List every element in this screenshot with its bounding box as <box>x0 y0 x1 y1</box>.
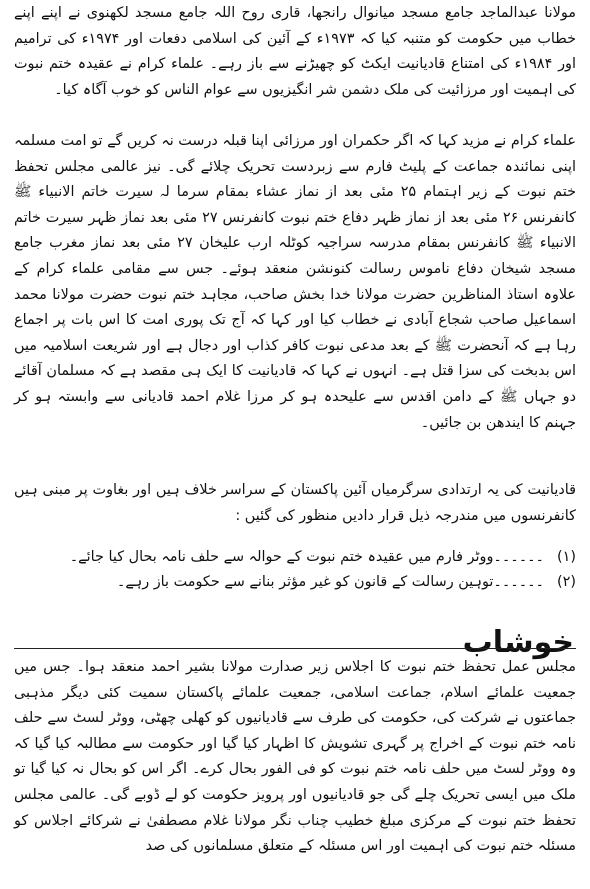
section-heading-khushab: خوشاب <box>462 625 574 660</box>
resolution-item <box>14 570 576 595</box>
section-divider <box>14 648 576 649</box>
resolution-number: (۱) <box>557 549 576 565</box>
paragraph-resolutions-intro: قادیانیت کی یہ ارتدادی سرگرمیاں آئین پاکستان کے سراسر خلاف ہیں اور بغاوت پر مبنی ہیں کانفرنسوں میں مندرجہ ذیل قرار دادیں منظور کی گئیں : <box>14 482 576 524</box>
resolutions-list <box>14 545 576 595</box>
resolution-item <box>14 545 576 570</box>
resolution-number: (۲) <box>557 574 576 590</box>
paragraph-conferences: علماء کرام نے مزید کہا کہ اگر حکمران اور مرزائی اپنا قبلہ درست نہ کریں گے تو امت مسلمہ اپنی نمائندہ جماعت کے پلیٹ فارم سے زبردست تحریک چلائے گی۔ نیز عالمی مجلس تحفظ ختم نبوت کے زیر اہتمام ۲۵ مئی بعد از نماز عشاء بمقام سرما لہ سیرت خاتم الانبیاء ﷺ کانفرنس ۲۶ مئی بعد از نماز ظہر دفاع ختم نبوت کانفرنس ۲۷ مئی بعد نماز ظہر سیرت خاتم الانبیاء ﷺ کانفرنس بمقام مدرسہ سراجیہ کوٹلہ ارب علیخان ۲۷ مئی بعد نماز مغرب جامع مسجد شیخان دفاع ناموس رسالت کنونشن منعقد ہوئے۔ جس سے مقامی علماء کرام کے علاوہ استاذ المناظرین حضرت مولانا خدا بخش صاحب، مجاہد ختم نبوت حضرت مولانا محمد اسماعیل صاحب شجاع آبادی نے خطاب کیا اور کہا کہ آج تک پوری امت کا اس بات پر اجماع رہا ہے کہ آنحضرت ﷺ کے بعد مدعی نبوت کافر کذاب اور دجال ہے اور شریعت اسلامیہ میں اس بدبخت کی سزا قتل ہے۔ انہوں نے کہا کہ قادیانیت کا ایک ہی مقصد ہے کہ مسلمان آقائے دو جہاں ﷺ کے دامن اقدس سے علیحدہ ہو کر مرزا غلام احمد قادیانی سے وابستہ ہو کر جہنم کا ایندھن بن جائیں۔ <box>14 133 576 431</box>
paragraph-khushab: مجلس عمل تحفظ ختم نبوت کا اجلاس زیر صدارت مولانا بشیر احمد منعقد ہوا۔ جس میں جمعیت علمائے اسلام، جماعت اسلامی، جمعیت علمائے پاکستان سمیت کئی دیگر مذہبی جماعتوں نے شرکت کی، حکومت کی طرف سے قادیانیوں کو کھلی چھٹی، ووٹر لسٹ سے حلف نامہ ختم نبوت کے اخراج پر گہری تشویش کا اظہار کیا گیا اور حکومت سے مطالبہ کیا گیا کہ وہ ووٹر لسٹ میں حلف نامہ ختم نبوت کو فی الفور بحال کرے۔ اگر اس کو بحال نہ کیا گیا تو ملک میں ایسی تحریک چلے گی جو قادیانیوں اور پرویز حکومت کو لے ڈوبے گی۔ عالمی مجلس تحفظ ختم نبوت کے مرکزی مبلغ خطیب چناب نگر مولانا غلام مصطفیٰ نے شرکائے اجلاس کو مسئلہ ختم نبوت کی اہمیت اور اس مسئلہ کے متعلق مسلمانوں کی صد <box>14 659 576 855</box>
resolution-text: ۔۔۔۔۔۔ووٹر فارم میں عقیدہ ختم نبوت کے حوالہ سے حلف نامہ بحال کیا جائے۔ <box>69 549 544 565</box>
paragraph-ulama-warning: مولانا عبدالماجد جامع مسجد میانوال رانجھا، قاری روح اللہ جامع مسجد لکھنوی نے اپنے اپنے خطاب میں حکومت کو متنبہ کیا کہ ۱۹۷۳ء کے آئین کی اسلامی دفعات اور ۱۹۷۴ء کی ترامیم اور ۱۹۸۴ء کی امتناع قادیانیت ایکٹ کو چھیڑنے سے باز رہے۔ علماء کرام نے عقیدہ ختم نبوت کی اہمیت اور مرزائیت کی ملک دشمن شر انگیزیوں سے عوام الناس کو خوب آگاہ کیا۔ <box>14 5 577 98</box>
resolution-text: ۔۔۔۔۔۔توہین رسالت کے قانون کو غیر مؤثر بنانے سے حکومت باز رہے۔ <box>116 574 544 590</box>
